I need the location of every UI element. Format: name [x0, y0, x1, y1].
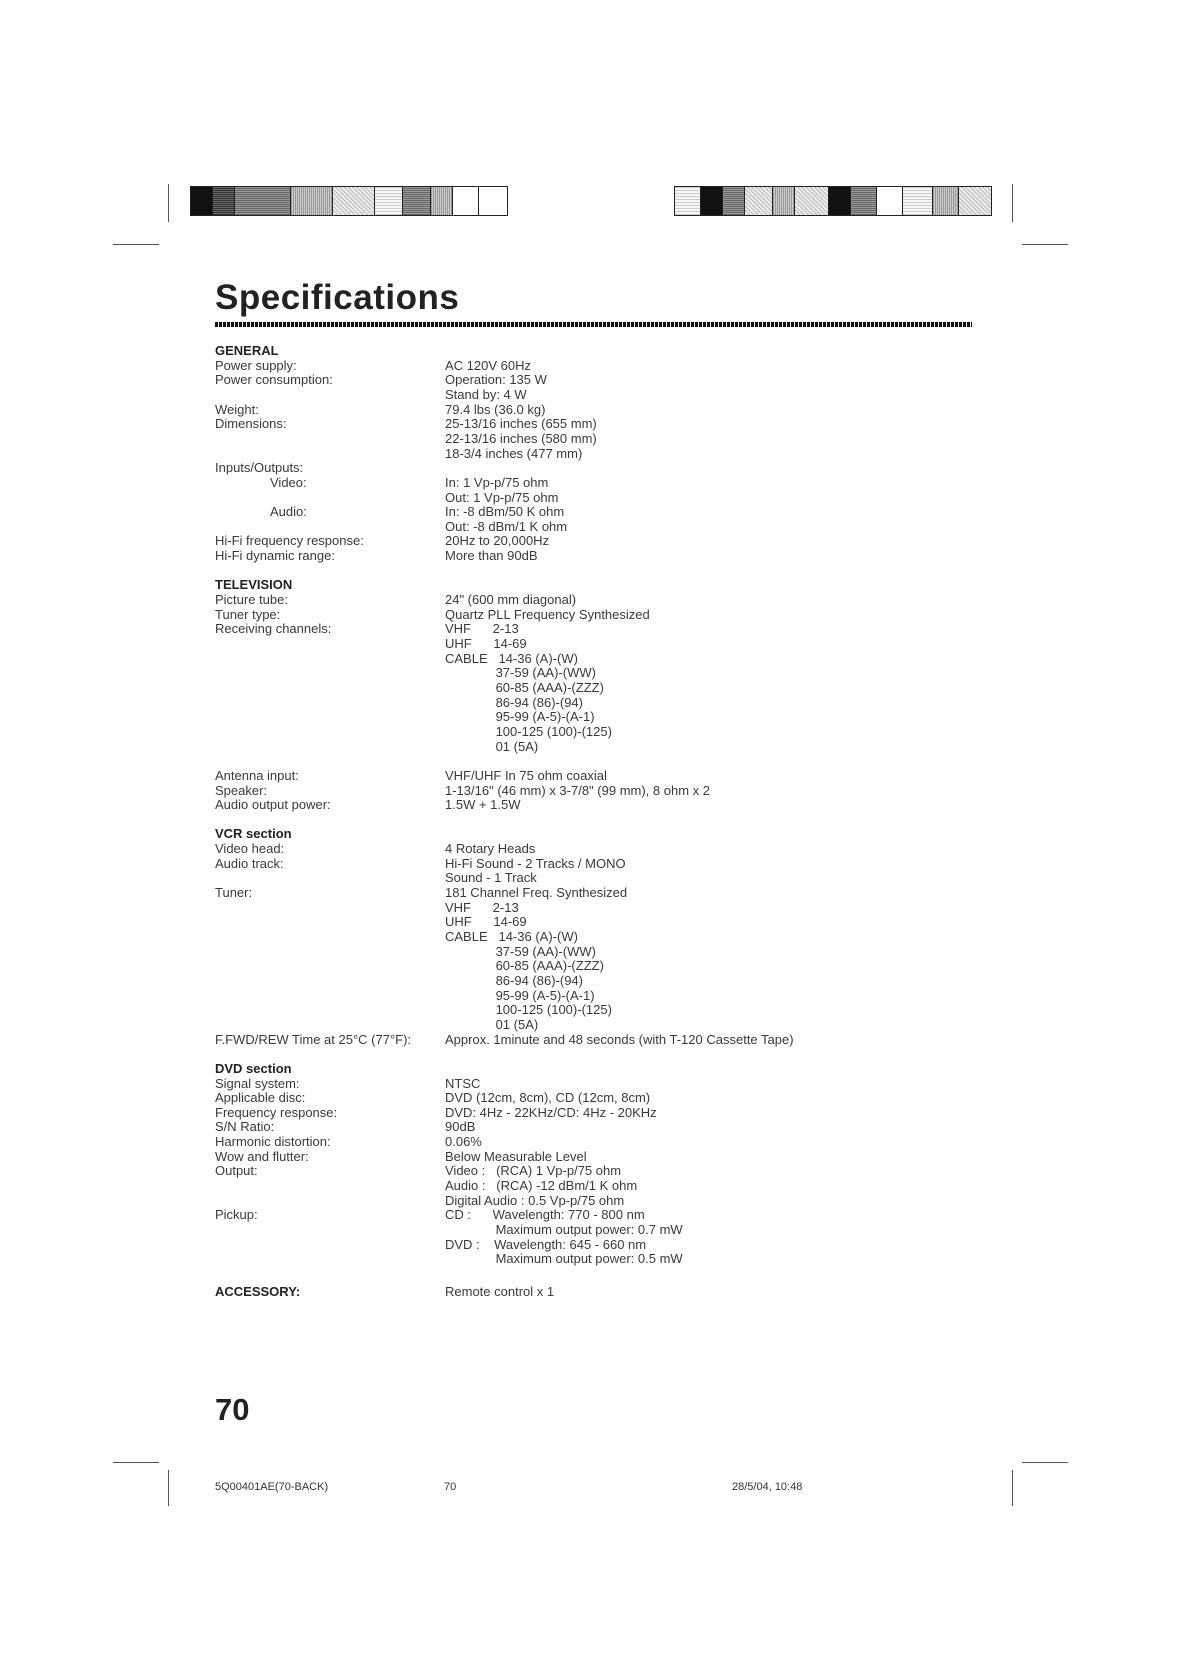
spec-value: 37-59 (AA)-(WW) [445, 943, 596, 959]
spec-value: 79.4 lbs (36.0 kg) [445, 401, 546, 417]
spec-value: NTSC [445, 1075, 481, 1091]
spec-value: 1-13/16" (46 mm) x 3-7/8" (99 mm), 8 ohm x 2 [445, 782, 710, 798]
spec-value: Maximum output power: 0.5 mW [445, 1251, 683, 1267]
spec-label: Inputs/Outputs: [215, 460, 304, 476]
spec-label: Frequency response: [215, 1104, 338, 1120]
spec-value: UHF 14-69 [445, 636, 527, 651]
spec-value: AC 120V 60Hz [445, 357, 531, 373]
spec-label: Signal system: [215, 1075, 300, 1091]
spec-value: Digital Audio : 0.5 Vp-p/75 ohm [445, 1192, 625, 1208]
crop-mark-top-left [168, 184, 169, 222]
crop-mark-top-left-h [113, 244, 159, 245]
spec-value: Audio : (RCA) -12 dBm/1 K ohm [445, 1178, 638, 1194]
spec-value: Operation: 135 W [445, 372, 547, 388]
spec-value: 01 (5A) [445, 738, 539, 754]
spec-value: 60-85 (AAA)-(ZZZ) [445, 958, 604, 974]
spec-value: Video : (RCA) 1 Vp-p/75 ohm [445, 1163, 622, 1179]
title-rule [215, 322, 972, 327]
spec-label: S/N Ratio: [215, 1119, 275, 1135]
crop-mark-bottom-left [168, 1470, 169, 1506]
spec-value: 86-94 (86)-(94) [445, 694, 583, 710]
spec-value: 90dB [445, 1119, 476, 1135]
spec-value: Sound - 1 Track [445, 870, 537, 886]
spec-value: VHF 2-13 [445, 621, 519, 637]
section-heading: VCR section [215, 826, 292, 842]
spec-label: Harmonic distortion: [215, 1134, 331, 1150]
spec-label: Video: [270, 474, 307, 490]
section-heading: DVD section [215, 1060, 292, 1076]
spec-label: Tuner type: [215, 606, 281, 622]
spec-value: Below Measurable Level [445, 1148, 587, 1164]
spec-value: 24" (600 mm diagonal) [445, 592, 577, 608]
spec-value: Remote control x 1 [445, 1283, 555, 1299]
spec-value: Out: -8 dBm/1 K ohm [445, 518, 568, 534]
spec-value: 95-99 (A-5)-(A-1) [445, 987, 595, 1003]
spec-value: Approx. 1minute and 48 seconds (with T-120 Cassette Tape) [445, 1031, 794, 1047]
spec-label: Applicable disc: [215, 1090, 306, 1106]
spec-label: Video head: [215, 841, 285, 857]
spec-label: Picture tube: [215, 592, 288, 608]
spec-value: 60-85 (AAA)-(ZZZ) [445, 679, 604, 695]
spec-value: 0.06% [445, 1134, 482, 1150]
spec-value: CD : Wavelength: 770 - 800 nm [445, 1207, 645, 1223]
section-heading: TELEVISION [215, 577, 293, 593]
spec-label: Power supply: [215, 357, 297, 373]
spec-value: 86-94 (86)-(94) [445, 972, 583, 988]
page-title: Specifications [215, 278, 460, 317]
spec-value: CABLE 14-36 (A)-(W) [445, 929, 578, 944]
spec-value: In: -8 dBm/50 K ohm [445, 504, 565, 520]
color-bar-right [674, 186, 992, 216]
spec-value: More than 90dB [445, 548, 538, 564]
spec-label: Hi-Fi frequency response: [215, 533, 364, 549]
spec-label: Speaker: [215, 782, 268, 798]
spec-label: Audio output power: [215, 797, 331, 813]
spec-value: VHF/UHF In 75 ohm coaxial [445, 767, 607, 783]
spec-value: 95-99 (A-5)-(A-1) [445, 709, 595, 725]
spec-value: DVD (12cm, 8cm), CD (12cm, 8cm) [445, 1090, 651, 1106]
spec-value: 20Hz to 20,000Hz [445, 533, 550, 549]
spec-label: Weight: [215, 401, 259, 417]
spec-label: Audio: [270, 504, 307, 520]
footer-datetime: 28/5/04, 10:48 [732, 1481, 803, 1493]
spec-label: Power consumption: [215, 372, 333, 388]
spec-value: Out: 1 Vp-p/75 ohm [445, 489, 559, 505]
crop-mark-bottom-right-h [1022, 1462, 1068, 1463]
spec-label: Audio track: [215, 855, 284, 871]
section-heading: ACCESSORY: [215, 1283, 301, 1299]
spec-value: 37-59 (AA)-(WW) [445, 665, 596, 681]
spec-label: Tuner: [215, 885, 253, 901]
crop-mark-bottom-left-h [113, 1462, 159, 1463]
spec-value: 1.5W + 1.5W [445, 797, 521, 813]
spec-value: DVD: 4Hz - 22KHz/CD: 4Hz - 20KHz [445, 1104, 657, 1120]
footer-file: 5Q00401AE(70-BACK) [215, 1481, 329, 1493]
spec-value: Hi-Fi Sound - 2 Tracks / MONO [445, 855, 626, 871]
spec-label: Antenna input: [215, 767, 299, 783]
spec-value: Stand by: 4 W [445, 386, 527, 402]
spec-value: Maximum output power: 0.7 mW [445, 1222, 683, 1237]
spec-value: VHF 2-13 [445, 899, 519, 915]
spec-value: 181 Channel Freq. Synthesized [445, 885, 628, 901]
spec-value: Quartz PLL Frequency Synthesized [445, 606, 650, 622]
section-heading: GENERAL [215, 343, 279, 358]
spec-value: CABLE 14-36 (A)-(W) [445, 650, 578, 666]
spec-label: Wow and flutter: [215, 1148, 309, 1164]
crop-mark-bottom-right [1012, 1470, 1013, 1506]
spec-value: DVD : Wavelength: 645 - 660 nm [445, 1236, 647, 1252]
spec-value: 100-125 (100)-(125) [445, 723, 612, 739]
spec-value: 01 (5A) [445, 1016, 539, 1032]
spec-value: 100-125 (100)-(125) [445, 1002, 612, 1018]
spec-label: Hi-Fi dynamic range: [215, 548, 335, 564]
color-bar-left [190, 186, 508, 216]
spec-value: 4 Rotary Heads [445, 841, 536, 857]
spec-value: 25-13/16 inches (655 mm) [445, 416, 597, 432]
page-number: 70 [215, 1392, 250, 1427]
spec-value: In: 1 Vp-p/75 ohm [445, 474, 549, 490]
spec-label: Dimensions: [215, 416, 287, 432]
spec-label: Output: [215, 1163, 258, 1179]
crop-mark-top-right-h [1022, 244, 1068, 245]
spec-label: Receiving channels: [215, 621, 332, 637]
spec-label: F.FWD/REW Time at 25°C (77°F): [215, 1031, 412, 1047]
spec-label: Pickup: [215, 1207, 258, 1223]
footer-page: 70 [444, 1481, 457, 1493]
spec-value: UHF 14-69 [445, 914, 527, 930]
crop-mark-top-right [1012, 184, 1013, 222]
spec-value: 18-3/4 inches (477 mm) [445, 445, 583, 461]
spec-value: 22-13/16 inches (580 mm) [445, 430, 597, 446]
